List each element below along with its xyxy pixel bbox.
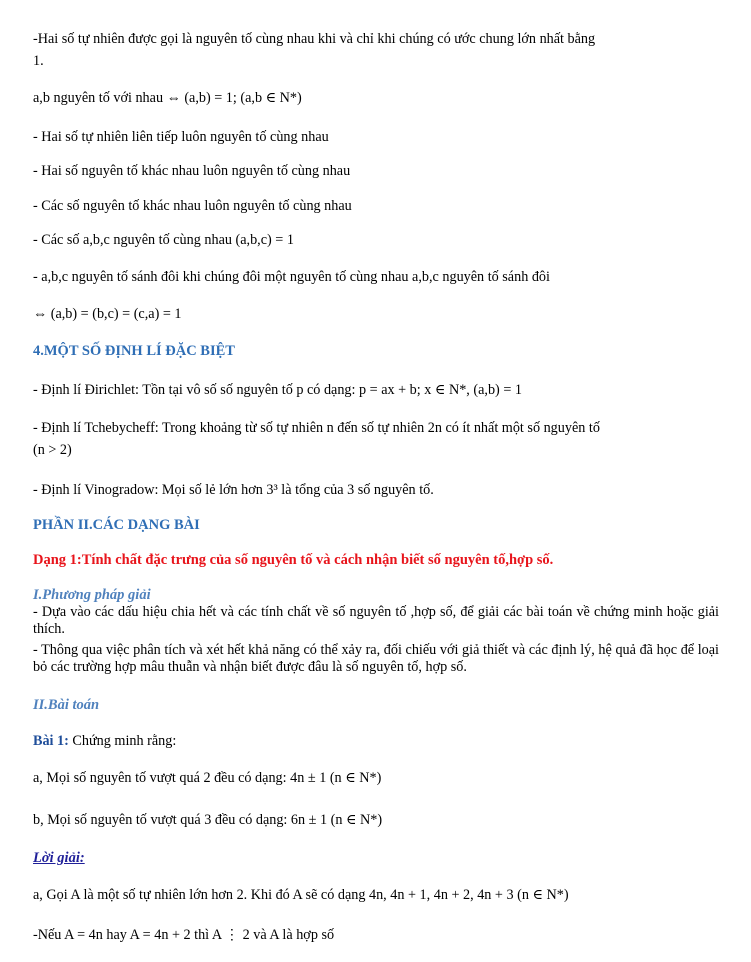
theorem-vinogradow: - Định lí Vinogradow: Mọi số lẻ lớn hơn 3³ là tổng của 3 số nguyên tố. bbox=[33, 482, 434, 498]
problem-1-text: Chứng minh rằng: bbox=[68, 733, 177, 749]
method-paragraph-2: - Thông qua việc phân tích và xét hết khả năng có thể xảy ra, đối chiếu với giả thiết và các định lý, hệ quả đã học để loại bỏ các trường hợp mâu thuẫn và nhận biết được đâu là số nguyên tố, hợp số. bbox=[33, 642, 719, 675]
problem-1-part-a: a, Mọi số nguyên tố vượt quá 2 đều có dạng: 4n ± 1 (n ∈ N*) bbox=[33, 770, 382, 786]
solution-line-a: a, Gọi A là một số tự nhiên lớn hơn 2. Khi đó A sẽ có dạng 4n, 4n + 1, 4n + 2, 4n + 3 (n ∈ N*) bbox=[33, 887, 569, 903]
theorem-tchebycheff-line2: (n > 2) bbox=[33, 442, 72, 458]
theorem-tchebycheff-line1: - Định lí Tchebycheff: Trong khoảng từ số tự nhiên n đến số tự nhiên 2n có ít nhất một số nguyên tố bbox=[33, 420, 600, 436]
type1-heading: Dạng 1:Tính chất đặc trưng của số nguyên tố và cách nhận biết số nguyên tố,hợp số. bbox=[33, 552, 554, 568]
paragraph-distinct-primes-coprime: - Các số nguyên tố khác nhau luôn nguyên tố cùng nhau bbox=[33, 198, 352, 214]
paragraph-coprime-definition-line1: -Hai số tự nhiên được gọi là nguyên tố cùng nhau khi và chỉ khi chúng có ước chung lớn nhất bằng bbox=[33, 31, 596, 47]
solution-heading: Lời giải: bbox=[33, 850, 85, 866]
paragraph-two-primes-coprime: - Hai số nguyên tố khác nhau luôn nguyên tố cùng nhau bbox=[33, 163, 351, 179]
paragraph-pairwise-condition: ⇔ (a,b) = (b,c) = (c,a) = 1 bbox=[33, 306, 182, 322]
theorem-dirichlet: - Định lí Đirichlet: Tồn tại vô số số nguyên tố p có dạng: p = ax + b; x ∈ N*, (a,b) = 1 bbox=[33, 382, 522, 398]
paragraph-consecutive-coprime: - Hai số tự nhiên liên tiếp luôn nguyên tố cùng nhau bbox=[33, 129, 329, 145]
solution-line-if: -Nếu A = 4n hay A = 4n + 2 thì A ⋮ 2 và A là hợp số bbox=[33, 927, 335, 943]
paragraph-abc-coprime: - Các số a,b,c nguyên tố cùng nhau (a,b,c) = 1 bbox=[33, 232, 294, 248]
paragraph-coprime-notation: a,b nguyên tố với nhau ⇔ (a,b) = 1; (a,b ∈ N*) bbox=[33, 90, 302, 106]
paragraph-coprime-definition-line2: 1. bbox=[33, 53, 44, 69]
method-heading: I.Phương pháp giải bbox=[33, 587, 151, 603]
method-paragraph-1: - Dựa vào các dấu hiệu chia hết và các tính chất về số nguyên tố ,hợp số, để giải các bài toán về chứng minh hoặc giải thích. bbox=[33, 604, 719, 637]
problem-1-label: Bài 1: bbox=[33, 733, 69, 749]
problems-heading: II.Bài toán bbox=[33, 697, 100, 713]
problem-1-intro bbox=[33, 733, 176, 750]
paragraph-pairwise-coprime: - a,b,c nguyên tố sánh đôi khi chúng đôi một nguyên tố cùng nhau a,b,c nguyên tố sánh đôi bbox=[33, 269, 550, 285]
part-heading-problem-types: PHẦN II.CÁC DẠNG BÀI bbox=[33, 517, 200, 533]
problem-1-part-b: b, Mọi số nguyên tố vượt quá 3 đều có dạng: 6n ± 1 (n ∈ N*) bbox=[33, 812, 383, 828]
section-heading-special-theorems: 4.MỘT SỐ ĐỊNH LÍ ĐẶC BIỆT bbox=[33, 343, 235, 359]
